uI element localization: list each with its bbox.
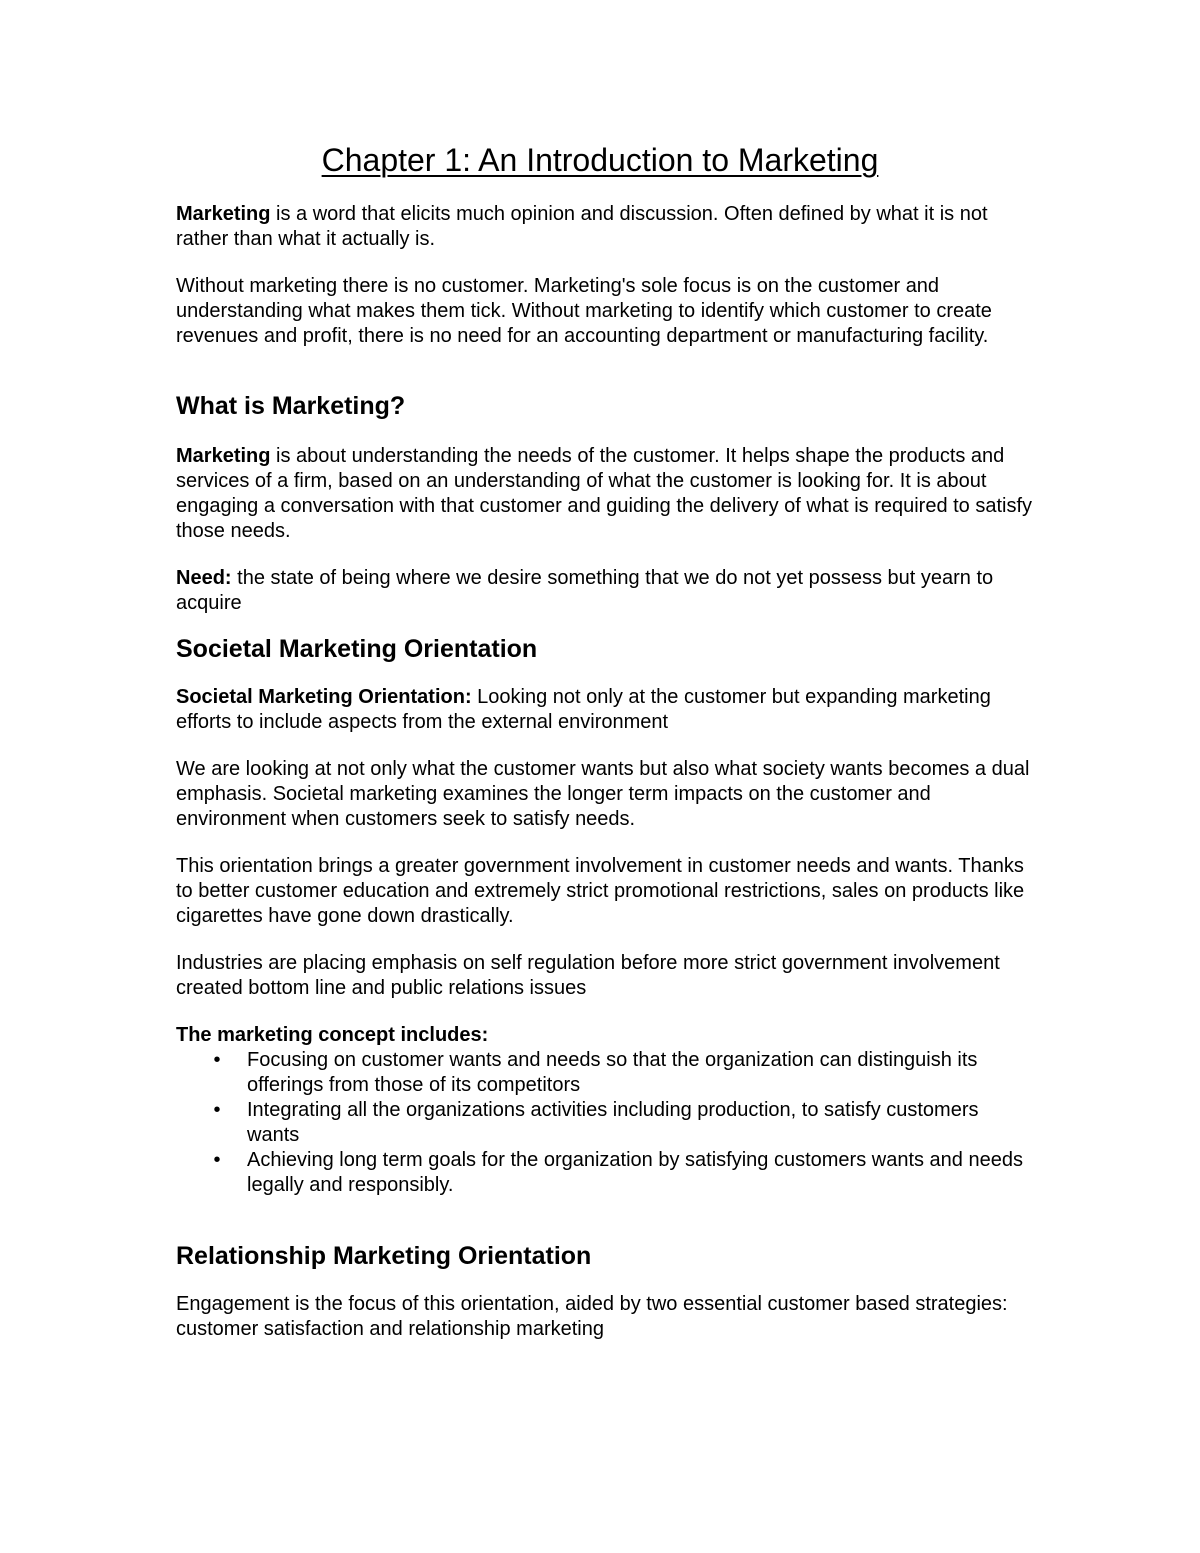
list-item-text: Integrating all the organizations activities including production, to satisfy customers wants [247, 1099, 979, 1146]
intro-paragraph-1 [176, 202, 1036, 252]
need-definition-paragraph [176, 566, 1036, 616]
what-is-paragraph-1 [176, 444, 1036, 544]
bullet-icon: • [213, 1149, 221, 1171]
bullet-icon: • [213, 1099, 221, 1121]
marketing-term: Marketing [176, 445, 271, 467]
societal-definition: Looking not only at the customer but expanding marketing efforts to include aspects from the external environment [176, 686, 991, 733]
heading-societal-marketing: Societal Marketing Orientation [176, 635, 538, 663]
list-item [176, 1148, 1036, 1198]
societal-paragraph-4: Industries are placing emphasis on self regulation before more strict government involvement created bottom line and public relations issues [176, 952, 1000, 999]
list-item-text: Achieving long term goals for the organization by satisfying customers wants and needs legally and responsibly. [247, 1149, 1023, 1196]
societal-definition-paragraph [176, 685, 1036, 735]
heading-relationship-marketing: Relationship Marketing Orientation [176, 1242, 592, 1270]
societal-term: Societal Marketing Orientation: [176, 686, 472, 708]
list-item-text: Focusing on customer wants and needs so that the organization can distinguish its offerings from those of its competitors [247, 1049, 978, 1096]
heading-what-is-marketing: What is Marketing? [176, 392, 406, 420]
societal-paragraph-3: This orientation brings a greater government involvement in customer needs and wants. Thanks to better customer education and extremely strict promotional restrictions, sales on products like cigarettes have gone down drastically. [176, 855, 1025, 927]
list-item [176, 1098, 1036, 1148]
list-item [176, 1048, 1036, 1098]
intro-term: Marketing [176, 203, 271, 225]
marketing-definition: is about understanding the needs of the customer. It helps shape the products and services of a firm, based on an understanding of what the customer is looking for. It is about engaging a conversation with that customer and guiding the delivery of what is required to satisfy those needs. [176, 445, 1033, 542]
bullet-icon: • [213, 1049, 221, 1071]
need-definition: the state of being where we desire something that we do not yet possess but yearn to acquire [176, 567, 994, 614]
intro-definition: is a word that elicits much opinion and discussion. Often defined by what it is not rather than what it actually is. [176, 203, 988, 250]
page-title: Chapter 1: An Introduction to Marketing [321, 142, 879, 178]
marketing-concept-heading: The marketing concept includes: [176, 1024, 489, 1046]
societal-paragraph-2: We are looking at not only what the customer wants but also what society wants becomes a dual emphasis. Societal marketing examines the longer term impacts on the customer and environment when customers seek to satisfy needs. [176, 758, 1030, 830]
document-page [176, 140, 1036, 1342]
intro-paragraph-2: Without marketing there is no customer. Marketing's sole focus is on the customer and understanding what makes them tick. Without marketing to identify which customer to create revenues and profit, there is no need for an accounting department or manufacturing facility. [176, 275, 992, 347]
need-term: Need: [176, 567, 232, 589]
marketing-concept-list [176, 1048, 1036, 1198]
relationship-paragraph-1: Engagement is the focus of this orientation, aided by two essential customer based strategies: customer satisfaction and relationship marketing [176, 1293, 1008, 1340]
